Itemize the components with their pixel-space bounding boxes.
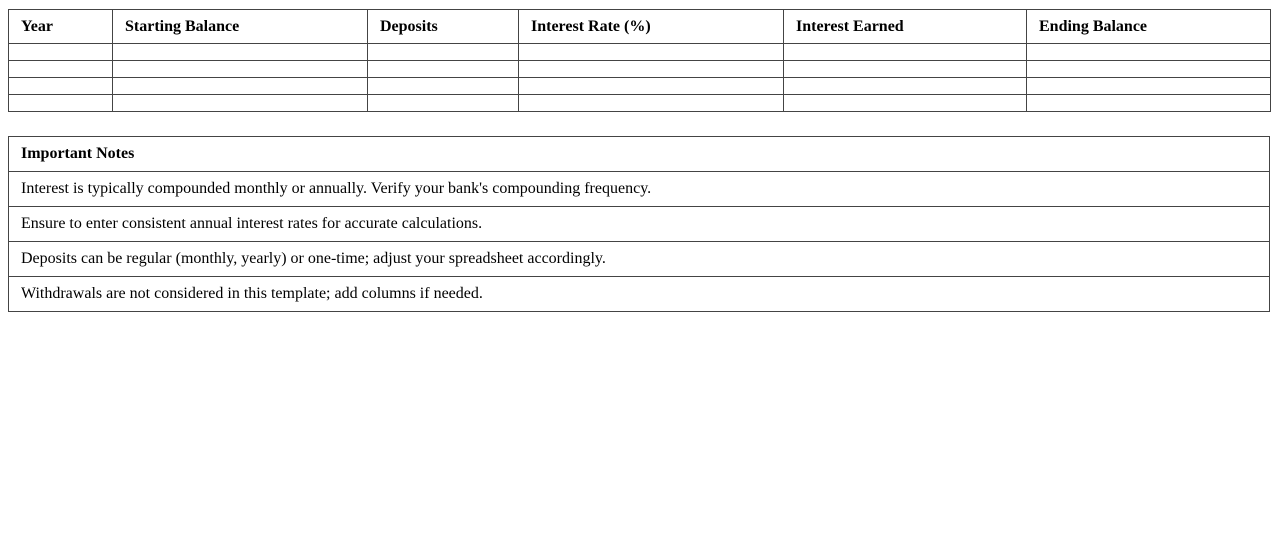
- notes-table: [8, 136, 1270, 312]
- table-row: [9, 95, 1271, 112]
- table-cell[interactable]: [519, 95, 784, 112]
- savings-table: [8, 9, 1271, 112]
- header-starting-balance: Starting Balance: [113, 10, 368, 44]
- table-row: [9, 78, 1271, 95]
- note-item: Interest is typically compounded monthly or annually. Verify your bank's compounding frequency.: [9, 172, 1270, 207]
- table-header-row: [9, 10, 1271, 44]
- header-interest-rate: Interest Rate (%): [519, 10, 784, 44]
- table-cell[interactable]: [1027, 61, 1271, 78]
- header-interest-earned: Interest Earned: [784, 10, 1027, 44]
- table-cell[interactable]: [784, 61, 1027, 78]
- table-cell[interactable]: [368, 61, 519, 78]
- table-cell[interactable]: [9, 95, 113, 112]
- note-item: Deposits can be regular (monthly, yearly) or one-time; adjust your spreadsheet accordingly.: [9, 242, 1270, 277]
- table-cell[interactable]: [784, 95, 1027, 112]
- header-ending-balance: Ending Balance: [1027, 10, 1271, 44]
- table-cell[interactable]: [9, 44, 113, 61]
- table-cell[interactable]: [784, 78, 1027, 95]
- notes-title: Important Notes: [9, 137, 1270, 172]
- table-cell[interactable]: [113, 61, 368, 78]
- note-item: Withdrawals are not considered in this template; add columns if needed.: [9, 277, 1270, 312]
- note-item: Ensure to enter consistent annual interest rates for accurate calculations.: [9, 207, 1270, 242]
- table-cell[interactable]: [9, 61, 113, 78]
- table-cell[interactable]: [1027, 78, 1271, 95]
- table-cell[interactable]: [1027, 95, 1271, 112]
- table-cell[interactable]: [113, 78, 368, 95]
- table-cell[interactable]: [113, 44, 368, 61]
- table-row: [9, 61, 1271, 78]
- table-cell[interactable]: [519, 78, 784, 95]
- table-cell[interactable]: [368, 78, 519, 95]
- header-year: Year: [9, 10, 113, 44]
- table-cell[interactable]: [1027, 44, 1271, 61]
- table-cell[interactable]: [784, 44, 1027, 61]
- table-cell[interactable]: [519, 61, 784, 78]
- table-cell[interactable]: [368, 44, 519, 61]
- table-cell[interactable]: [368, 95, 519, 112]
- header-deposits: Deposits: [368, 10, 519, 44]
- table-cell[interactable]: [9, 78, 113, 95]
- table-cell[interactable]: [519, 44, 784, 61]
- table-row: [9, 44, 1271, 61]
- table-cell[interactable]: [113, 95, 368, 112]
